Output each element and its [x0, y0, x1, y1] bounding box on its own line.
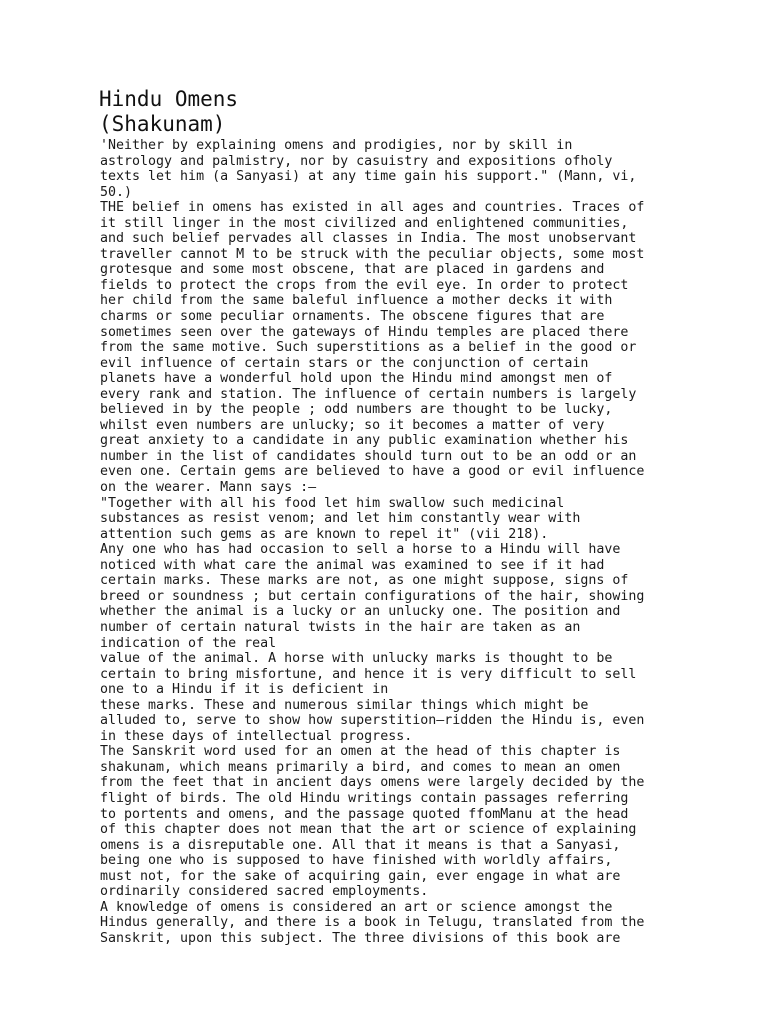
body-text-line: fields to protect the crops from the evil eye. In order to protect: [100, 277, 629, 293]
title-line: (Shakunam): [99, 112, 226, 136]
body-text-line: The Sanskrit word used for an omen at the head of this chapter is: [100, 744, 621, 760]
body-text-line: flight of birds. The old Hindu writings contain passages referring: [100, 790, 629, 806]
document-title: [99, 87, 238, 137]
body-text-line: believed in by the people ; odd numbers are thought to be lucky,: [100, 402, 613, 418]
body-text-line: substances as resist venom; and let him constantly wear with: [100, 511, 581, 527]
body-text-line: ordinarily considered sacred employments.: [100, 884, 429, 900]
body-text-line: it still linger in the most civilized and enlightened communities,: [100, 215, 629, 231]
body-text-line: sometimes seen over the gateways of Hindu temples are placed there: [100, 324, 629, 340]
body-text-line: every rank and station. The influence of certain numbers is largely: [100, 386, 637, 402]
body-text-line: THE belief in omens has existed in all ages and countries. Traces of: [100, 200, 645, 216]
body-text-line: omens is a disreputable one. All that it means is that a Sanyasi,: [100, 837, 621, 853]
body-text-line: Hindus generally, and there is a book in Telugu, translated from the: [100, 915, 645, 931]
body-text-line: shakunam, which means primarily a bird, and comes to mean an omen: [100, 759, 621, 775]
body-text-line: whilst even numbers are unlucky; so it becomes a matter of very: [100, 417, 605, 433]
body-text-line: charms or some peculiar ornaments. The obscene figures that are: [100, 309, 605, 325]
body-text-line: even one. Certain gems are believed to have a good or evil influence: [100, 464, 645, 480]
body-text-line: Any one who has had occasion to sell a horse to a Hindu will have: [100, 542, 621, 558]
body-text-line: "Together with all his food let him swallow such medicinal: [100, 495, 565, 511]
body-text-line: value of the animal. A horse with unlucky marks is thought to be: [100, 651, 613, 667]
body-text-line: from the feet that in ancient days omens were largely decided by the: [100, 775, 645, 791]
body-text-line: and such belief pervades all classes in India. The most unobservant: [100, 231, 637, 247]
body-text-line: planets have a wonderful hold upon the Hindu mind amongst men of: [100, 371, 613, 387]
body-text-line: number of certain natural twists in the hair are taken as an: [100, 619, 581, 635]
body-text-line: must not, for the sake of acquiring gain, ever engage in what are: [100, 868, 621, 884]
body-text-line: to portents and omens, and the passage quoted ffomManu at the head: [100, 806, 629, 822]
body-text-line: in these days of intellectual progress.: [100, 728, 413, 744]
body-text-line: grotesque and some most obscene, that are placed in gardens and: [100, 262, 605, 278]
body-text-line: number in the list of candidates should turn out to be an odd or an: [100, 448, 637, 464]
body-text-line: indication of the real: [100, 635, 277, 651]
body-text-line: great anxiety to a candidate in any public examination whether his: [100, 433, 629, 449]
body-text-line: astrology and palmistry, nor by casuistry and expositions ofholy: [100, 153, 613, 169]
body-text-line: her child from the same baleful influence a mother decks it with: [100, 293, 613, 309]
body-text-line: 'Neither by explaining omens and prodigies, nor by skill in: [100, 138, 573, 153]
body-text-line: noticed with what care the animal was examined to see if it had: [100, 557, 605, 573]
body-text-line: on the wearer. Mann says :—: [100, 480, 317, 496]
body-text-line: breed or soundness ; but certain configurations of the hair, showing: [100, 588, 645, 604]
body-text-line: certain marks. These marks are not, as one might suppose, signs of: [100, 573, 629, 589]
body-text-line: Sanskrit, upon this subject. The three divisions of this book are: [100, 930, 621, 946]
document-body: [100, 138, 720, 946]
body-text-line: A knowledge of omens is considered an art or science amongst the: [100, 899, 613, 915]
body-text-line: alluded to, serve to show how superstition—ridden the Hindu is, even: [100, 713, 645, 729]
title-line: Hindu Omens: [99, 87, 239, 111]
body-text-line: of this chapter does not mean that the art or science of explaining: [100, 822, 637, 838]
body-text-line: 50.): [100, 184, 133, 200]
body-text-line: these marks. These and numerous similar things which might be: [100, 697, 589, 713]
body-text-line: certain to bring misfortune, and hence it is very difficult to sell: [100, 666, 637, 682]
body-text-line: evil influence of certain stars or the conjunction of certain: [100, 355, 589, 371]
body-text-line: being one who is supposed to have finished with worldly affairs,: [100, 853, 613, 869]
body-text-line: one to a Hindu if it is deficient in: [100, 682, 389, 698]
body-text-line: from the same motive. Such superstitions as a belief in the good or: [100, 340, 637, 356]
body-text-line: whether the animal is a lucky or an unlucky one. The position and: [100, 604, 621, 620]
body-text-line: texts let him (a Sanyasi) at any time gain his support." (Mann, vi,: [100, 169, 637, 185]
body-text-line: traveller cannot M to be struck with the peculiar objects, some most: [100, 246, 645, 262]
body-text-line: attention such gems as are known to repel it" (vii 218).: [100, 526, 549, 542]
